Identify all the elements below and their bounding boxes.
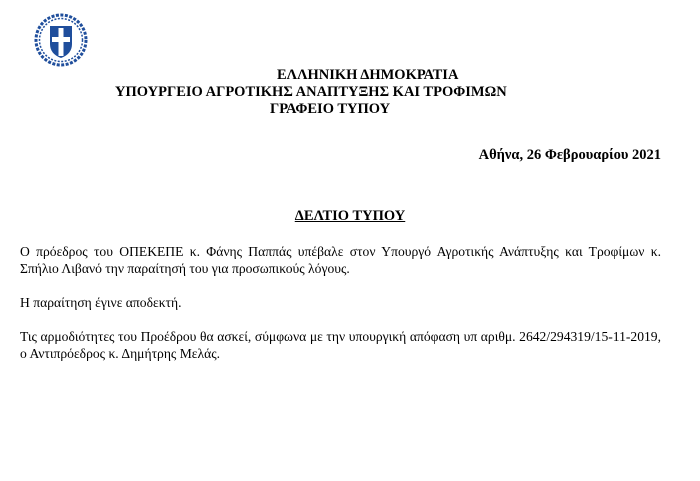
body-paragraph-resignation: Ο πρόεδρος του ΟΠΕΚΕΠΕ κ. Φάνης Παππάς υπέβαλε στον Υπουργό Αγροτικής Ανάπτυξης και Τροφίμων κ. Σπήλιο Λιβανό την παραίτησή του για προσωπικούς λόγους. [20,244,661,276]
document-title: ΔΕΛΤΙΟ ΤΥΠΟΥ [294,208,406,224]
body-paragraph-duties: Τις αρμοδιότητες του Προέδρου θα ασκεί, σύμφωνα με την υπουργική απόφαση υπ αριθμ. 2642/294319/15-11-2019, ο Αντιπρόεδρος κ. Δημήτρης Μελάς. [20,329,661,361]
greek-coat-of-arms-icon [34,13,88,67]
header-ministry: ΥΠΟΥΡΓΕΙΟ ΑΓΡΟΤΙΚΗΣ ΑΝΑΠΤΥΞΗΣ ΚΑΙ ΤΡΟΦΙΜΩΝ [115,84,507,100]
document-date: Αθήνα, 26 Φεβρουαρίου 2021 [478,147,661,163]
body-paragraph-accepted: Η παραίτηση έγινε αποδεκτή. [20,295,182,310]
header-press-office: ΓΡΑΦΕΙΟ ΤΥΠΟΥ [270,101,391,117]
header-republic: ΕΛΛΗΝΙΚΗ ΔΗΜΟΚΡΑΤΙΑ [277,67,459,83]
